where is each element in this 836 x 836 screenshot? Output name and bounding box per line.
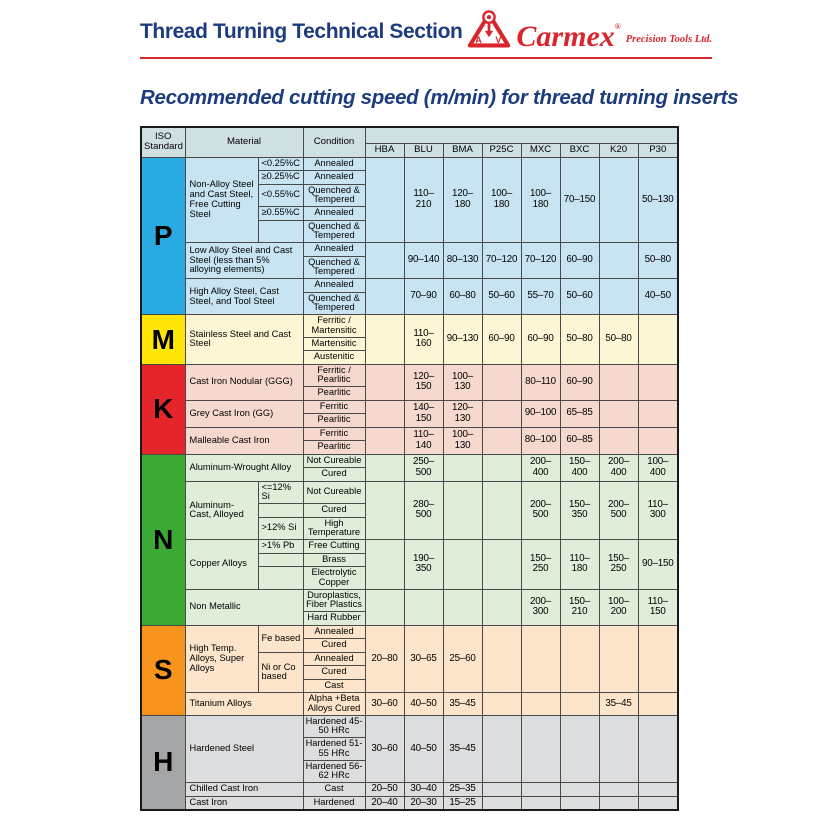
brand-tagline: Precision Tools Ltd. — [625, 34, 712, 45]
speed-cell — [560, 715, 599, 783]
submaterial-cell: ≥0.55%C — [258, 207, 303, 221]
speed-cell: 150–250 — [599, 540, 638, 590]
cutting-speed-table-wrap — [140, 126, 679, 811]
condition-cell: Quenched & Tempered — [303, 220, 365, 243]
material-cell: Copper Alloys — [185, 540, 258, 590]
speed-cell — [638, 315, 678, 365]
speed-cell: 80–100 — [521, 427, 560, 454]
speed-cell: 200–500 — [599, 481, 638, 540]
speed-cell — [365, 427, 404, 454]
speed-cell — [365, 157, 404, 243]
iso-letter-cell: S — [141, 625, 185, 715]
condition-cell: Quenched & Tempered — [303, 292, 365, 315]
speed-cell — [599, 243, 638, 279]
speed-cell — [521, 625, 560, 693]
speed-cell: 110–140 — [404, 427, 443, 454]
condition-cell: Ferritic — [303, 400, 365, 414]
condition-cell: High Temperature — [303, 517, 365, 540]
speed-cell: 70–120 — [482, 243, 521, 279]
condition-cell: Cured — [303, 504, 365, 518]
speed-cell: 60–80 — [443, 279, 482, 315]
submaterial-cell: <=12% Si — [258, 481, 303, 504]
speed-cell — [482, 589, 521, 625]
speed-cell: 120–180 — [443, 157, 482, 243]
speed-cell: 35–45 — [599, 693, 638, 716]
speed-cell — [599, 157, 638, 243]
speed-cell: 250–500 — [404, 454, 443, 481]
speed-cell: 90–140 — [404, 243, 443, 279]
speed-cell — [560, 783, 599, 797]
speed-cell — [638, 625, 678, 693]
speed-cell: 55–70 — [521, 279, 560, 315]
speed-cell: 150–400 — [560, 454, 599, 481]
condition-cell: Not Cureable — [303, 481, 365, 504]
speed-cell: 25–35 — [443, 783, 482, 797]
speed-cell: 100–400 — [638, 454, 678, 481]
speed-cell — [443, 481, 482, 540]
speed-cell: 60–90 — [482, 315, 521, 365]
material-cell: Chilled Cast Iron — [185, 783, 303, 797]
condition-cell: Electrolytic Copper — [303, 567, 365, 590]
svg-text:V: V — [495, 35, 502, 46]
condition-cell: Annealed — [303, 157, 365, 171]
speed-cell — [560, 693, 599, 716]
speed-cell — [365, 540, 404, 590]
material-cell: Low Alloy Steel and Cast Steel (less than 5% alloying elements) — [185, 243, 303, 279]
submaterial-cell — [258, 220, 303, 243]
speed-cell: 30–65 — [404, 625, 443, 693]
condition-cell: Brass — [303, 553, 365, 567]
speed-cell: 65–85 — [560, 400, 599, 427]
submaterial-cell: >1% Pb — [258, 540, 303, 554]
speed-cell — [482, 783, 521, 797]
col-header-iso: ISO Standard — [141, 127, 185, 157]
material-cell: Titanium Alloys — [185, 693, 303, 716]
speed-cell — [482, 796, 521, 810]
condition-cell: Cured — [303, 468, 365, 482]
header-rule — [140, 57, 712, 59]
speed-cell: 50–80 — [560, 315, 599, 365]
material-cell: Malleable Cast Iron — [185, 427, 303, 454]
condition-cell: Hardened 45-50 HRc — [303, 715, 365, 738]
speed-cell: 40–50 — [404, 715, 443, 783]
condition-cell: Duroplastics, Fiber Plastics — [303, 589, 365, 612]
iso-letter-cell: P — [141, 157, 185, 315]
col-header-material: Material — [185, 127, 303, 157]
speed-cell: 60–85 — [560, 427, 599, 454]
speed-cell — [521, 783, 560, 797]
condition-cell: Alpha +Beta Alloys Cured — [303, 693, 365, 716]
material-cell: Non-Alloy Steel and Cast Steel, Free Cutting Steel — [185, 157, 258, 243]
speed-cell: 80–110 — [521, 364, 560, 400]
condition-cell: Hard Rubber — [303, 612, 365, 626]
speed-cell: 30–40 — [404, 783, 443, 797]
speed-cell: 200–500 — [521, 481, 560, 540]
speed-cell: 15–25 — [443, 796, 482, 810]
brand-name: Carmex® — [516, 20, 621, 53]
speed-cell — [482, 540, 521, 590]
speed-cell: 20–80 — [365, 625, 404, 693]
submaterial-cell: >12% Si — [258, 517, 303, 540]
speed-cell: 100–180 — [521, 157, 560, 243]
speed-cell — [638, 364, 678, 400]
condition-cell: Austenitic — [303, 351, 365, 365]
speed-cell — [365, 315, 404, 365]
speed-cell: 100–200 — [599, 589, 638, 625]
condition-cell: Cured — [303, 666, 365, 680]
speed-cell — [482, 364, 521, 400]
col-header-grade: HBA — [365, 144, 404, 158]
condition-cell: Ferritic / Pearlitic — [303, 364, 365, 387]
condition-cell: Quenched & Tempered — [303, 256, 365, 279]
speed-cell — [365, 243, 404, 279]
speed-cell — [365, 279, 404, 315]
submaterial-cell: ≥0.25%C — [258, 171, 303, 185]
speed-cell: 50–130 — [638, 157, 678, 243]
speed-cell — [521, 715, 560, 783]
speed-cell — [599, 427, 638, 454]
speed-cell — [482, 427, 521, 454]
material-cell: Aluminum-Wrought Alloy — [185, 454, 303, 481]
speed-cell — [599, 279, 638, 315]
condition-cell: Hardened — [303, 796, 365, 810]
speed-cell: 40–50 — [638, 279, 678, 315]
condition-cell: Pearlitic — [303, 387, 365, 401]
condition-cell: Annealed — [303, 207, 365, 221]
iso-letter-cell: H — [141, 715, 185, 810]
col-header-grade: P25C — [482, 144, 521, 158]
speed-cell: 100–130 — [443, 427, 482, 454]
speed-cell: 200–400 — [521, 454, 560, 481]
speed-cell: 50–60 — [482, 279, 521, 315]
speed-cell — [443, 454, 482, 481]
speed-cell — [638, 427, 678, 454]
material-cell: Cast Iron — [185, 796, 303, 810]
speed-cell: 20–50 — [365, 783, 404, 797]
condition-cell: Quenched & Tempered — [303, 184, 365, 207]
speed-cell: 35–45 — [443, 693, 482, 716]
speed-cell: 40–50 — [404, 693, 443, 716]
submaterial-cell: <0.55%C — [258, 184, 303, 207]
speed-cell: 120–130 — [443, 400, 482, 427]
speed-cell: 90–130 — [443, 315, 482, 365]
page-header — [140, 8, 712, 56]
speed-cell: 35–45 — [443, 715, 482, 783]
condition-cell: Pearlitic — [303, 441, 365, 455]
submaterial-cell: Fe based — [258, 625, 303, 652]
speed-cell: 30–60 — [365, 715, 404, 783]
speed-cell: 70–90 — [404, 279, 443, 315]
carmex-emblem-icon — [467, 8, 511, 50]
submaterial-cell: Ni or Co based — [258, 652, 303, 693]
speed-cell: 90–100 — [521, 400, 560, 427]
speed-cell — [365, 364, 404, 400]
speed-cell — [482, 625, 521, 693]
speed-cell — [599, 625, 638, 693]
submaterial-cell: <0.25%C — [258, 157, 303, 171]
speed-cell — [560, 796, 599, 810]
submaterial-cell — [258, 553, 303, 567]
col-header-grade: BLU — [404, 144, 443, 158]
speed-cell: 30–60 — [365, 693, 404, 716]
col-header-grade: BMA — [443, 144, 482, 158]
condition-cell: Not Cureable — [303, 454, 365, 468]
speed-table — [140, 126, 679, 811]
speed-cell: 60–90 — [521, 315, 560, 365]
condition-cell: Annealed — [303, 279, 365, 293]
speed-cell — [599, 796, 638, 810]
speed-cell: 25–60 — [443, 625, 482, 693]
speed-cell: 50–60 — [560, 279, 599, 315]
condition-cell: Cast — [303, 783, 365, 797]
speed-cell — [443, 589, 482, 625]
iso-letter-cell: N — [141, 454, 185, 625]
speed-cell: 70–150 — [560, 157, 599, 243]
svg-text:A: A — [475, 35, 483, 46]
speed-cell — [638, 796, 678, 810]
speed-cell — [521, 693, 560, 716]
speed-cell — [482, 481, 521, 540]
speed-cell: 120–150 — [404, 364, 443, 400]
material-cell: Stainless Steel and Cast Steel — [185, 315, 303, 365]
col-header-grade: BXC — [560, 144, 599, 158]
speed-cell: 150–210 — [560, 589, 599, 625]
speed-cell — [365, 589, 404, 625]
speed-cell: 110–180 — [560, 540, 599, 590]
speed-cell — [482, 715, 521, 783]
col-header-grade: P30 — [638, 144, 678, 158]
material-cell: Aluminum-Cast, Alloyed — [185, 481, 258, 540]
speed-cell: 20–30 — [404, 796, 443, 810]
speed-cell: 200–400 — [599, 454, 638, 481]
speed-cell — [365, 454, 404, 481]
registered-mark: ® — [614, 22, 621, 31]
speed-cell: 200–300 — [521, 589, 560, 625]
speed-cell: 110–160 — [404, 315, 443, 365]
speed-cell — [599, 400, 638, 427]
speed-cell — [404, 589, 443, 625]
speed-cell — [365, 400, 404, 427]
speed-cell: 20–40 — [365, 796, 404, 810]
submaterial-cell — [258, 504, 303, 518]
speed-cell — [599, 715, 638, 783]
speed-cell — [443, 540, 482, 590]
material-cell: High Alloy Steel, Cast Steel, and Tool Steel — [185, 279, 303, 315]
speed-cell: 50–80 — [638, 243, 678, 279]
material-cell: Grey Cast Iron (GG) — [185, 400, 303, 427]
material-cell: Hardened Steel — [185, 715, 303, 783]
speed-cell — [638, 783, 678, 797]
condition-cell: Ferritic — [303, 427, 365, 441]
brand-logo — [467, 8, 712, 53]
iso-letter-cell: M — [141, 315, 185, 365]
condition-cell: Pearlitic — [303, 414, 365, 428]
col-header-condition: Condition — [303, 127, 365, 157]
section-title: Recommended cutting speed (m/min) for thread turning inserts — [140, 86, 739, 109]
speed-cell — [560, 625, 599, 693]
speed-cell: 60–90 — [560, 243, 599, 279]
speed-cell: 100–180 — [482, 157, 521, 243]
speed-cell — [482, 454, 521, 481]
speed-cell — [521, 796, 560, 810]
speed-cell: 90–150 — [638, 540, 678, 590]
condition-cell: Annealed — [303, 171, 365, 185]
speed-cell: 140–150 — [404, 400, 443, 427]
condition-cell: Annealed — [303, 652, 365, 666]
speed-cell: 50–80 — [599, 315, 638, 365]
speed-cell — [482, 400, 521, 427]
condition-cell: Hardened 56-62 HRc — [303, 760, 365, 783]
speed-cell: 70–120 — [521, 243, 560, 279]
col-header-grade: K20 — [599, 144, 638, 158]
speed-cell: 80–130 — [443, 243, 482, 279]
condition-cell: Ferritic / Martensitic — [303, 315, 365, 338]
condition-cell: Hardened 51-55 HRc — [303, 738, 365, 761]
speed-cell: 60–90 — [560, 364, 599, 400]
speed-cell: 150–350 — [560, 481, 599, 540]
speed-cell — [599, 783, 638, 797]
condition-cell: Cured — [303, 639, 365, 653]
condition-cell: Annealed — [303, 625, 365, 639]
material-cell: Non Metallic — [185, 589, 303, 625]
speed-cell — [638, 693, 678, 716]
speed-cell: 150–250 — [521, 540, 560, 590]
speed-cell — [482, 693, 521, 716]
condition-cell: Cast — [303, 679, 365, 693]
grades-band — [365, 127, 678, 144]
submaterial-cell — [258, 567, 303, 590]
condition-cell: Annealed — [303, 243, 365, 257]
condition-cell: Free Cutting — [303, 540, 365, 554]
speed-cell: 100–130 — [443, 364, 482, 400]
speed-cell — [365, 481, 404, 540]
speed-cell: 110–150 — [638, 589, 678, 625]
speed-cell: 280–500 — [404, 481, 443, 540]
speed-cell: 110–300 — [638, 481, 678, 540]
material-cell: High Temp. Alloys, Super Alloys — [185, 625, 258, 693]
iso-letter-cell: K — [141, 364, 185, 454]
speed-cell — [638, 400, 678, 427]
speed-cell: 110–210 — [404, 157, 443, 243]
speed-cell — [599, 364, 638, 400]
page-title: Thread Turning Technical Section — [140, 20, 463, 43]
speed-cell: 190–350 — [404, 540, 443, 590]
speed-cell — [638, 715, 678, 783]
material-cell: Cast Iron Nodular (GGG) — [185, 364, 303, 400]
condition-cell: Martensitic — [303, 337, 365, 351]
col-header-grade: MXC — [521, 144, 560, 158]
